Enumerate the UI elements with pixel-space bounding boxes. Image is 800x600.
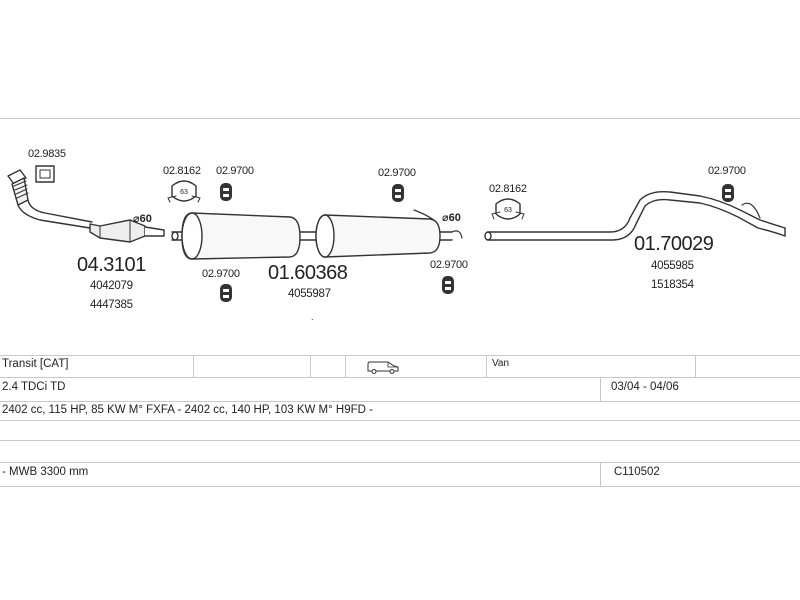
col-sep-5 <box>695 355 696 377</box>
cell-years: 03/04 - 04/06 <box>611 381 679 393</box>
table-line-3 <box>0 401 800 402</box>
label-hanger-mid-top: 02.9700 <box>378 167 416 179</box>
label-rear-pipe-code: 01.70029 <box>634 233 714 255</box>
label-diameter-2: ⌀60 <box>442 212 461 224</box>
col-sep-3 <box>345 355 346 377</box>
label-hanger-mid-bottom: 02.9700 <box>430 259 468 271</box>
col-sep-7 <box>600 462 601 486</box>
table-line-1 <box>0 355 800 356</box>
cell-wheelbase: - MWB 3300 mm <box>2 466 89 478</box>
label-hanger-front-bottom: 02.9700 <box>202 268 240 280</box>
front-flange <box>8 170 28 205</box>
table-line-4 <box>0 420 800 421</box>
label-hanger-rear: 02.9700 <box>708 165 746 177</box>
table-line-7 <box>0 486 800 487</box>
cell-specs: 2402 cc, 115 HP, 85 KW M° FXFA - 2402 cc, 140 HP, 103 KW M° H9FD - <box>2 404 373 416</box>
hanger-rear <box>722 184 734 202</box>
front-downpipe <box>18 200 92 228</box>
label-front-pipe-code: 04.3101 <box>77 254 146 276</box>
cell-body-type: Van <box>492 358 510 369</box>
cell-ref: C110502 <box>614 466 660 478</box>
label-clamp-front: 02.8162 <box>163 165 201 177</box>
table-line-2 <box>0 377 800 378</box>
label-gasket-front: 02.9835 <box>28 148 66 160</box>
clamp-front-size: 63 <box>180 189 188 196</box>
col-sep-1 <box>193 355 194 377</box>
gasket-part <box>36 166 54 182</box>
hanger-front-bottom <box>220 284 232 302</box>
hanger-mid-bottom <box>442 276 454 294</box>
label-rear-pipe-oe2: 1518354 <box>651 279 694 291</box>
label-hanger-front-top: 02.9700 <box>216 165 254 177</box>
hanger-mid-top <box>392 184 404 202</box>
cell-engine: 2.4 TDCi TD <box>2 381 66 393</box>
table-line-5 <box>0 440 800 441</box>
table-line-6 <box>0 462 800 463</box>
catalytic-converter <box>90 220 164 242</box>
label-clamp-rear: 02.8162 <box>489 183 527 195</box>
label-mid-silencer-code: 01.60368 <box>268 262 348 284</box>
stray-dot: . <box>311 312 314 322</box>
label-mid-silencer-oe: 4055987 <box>288 288 331 300</box>
label-front-pipe-oe1: 4042079 <box>90 280 133 292</box>
mid-silencer-1 <box>172 213 322 259</box>
cell-model: Transit [CAT] <box>2 358 69 370</box>
col-sep-2 <box>310 355 311 377</box>
label-diameter-1: ⌀60 <box>133 213 152 225</box>
label-front-pipe-oe2: 4447385 <box>90 299 133 311</box>
clamp-rear-size: 63 <box>504 207 512 214</box>
col-sep-4 <box>486 355 487 377</box>
mid-silencer-2 <box>316 210 462 257</box>
hanger-front-top <box>220 183 232 201</box>
col-sep-6 <box>600 377 601 401</box>
label-rear-pipe-oe1: 4055985 <box>651 260 694 272</box>
van-icon <box>366 359 400 375</box>
